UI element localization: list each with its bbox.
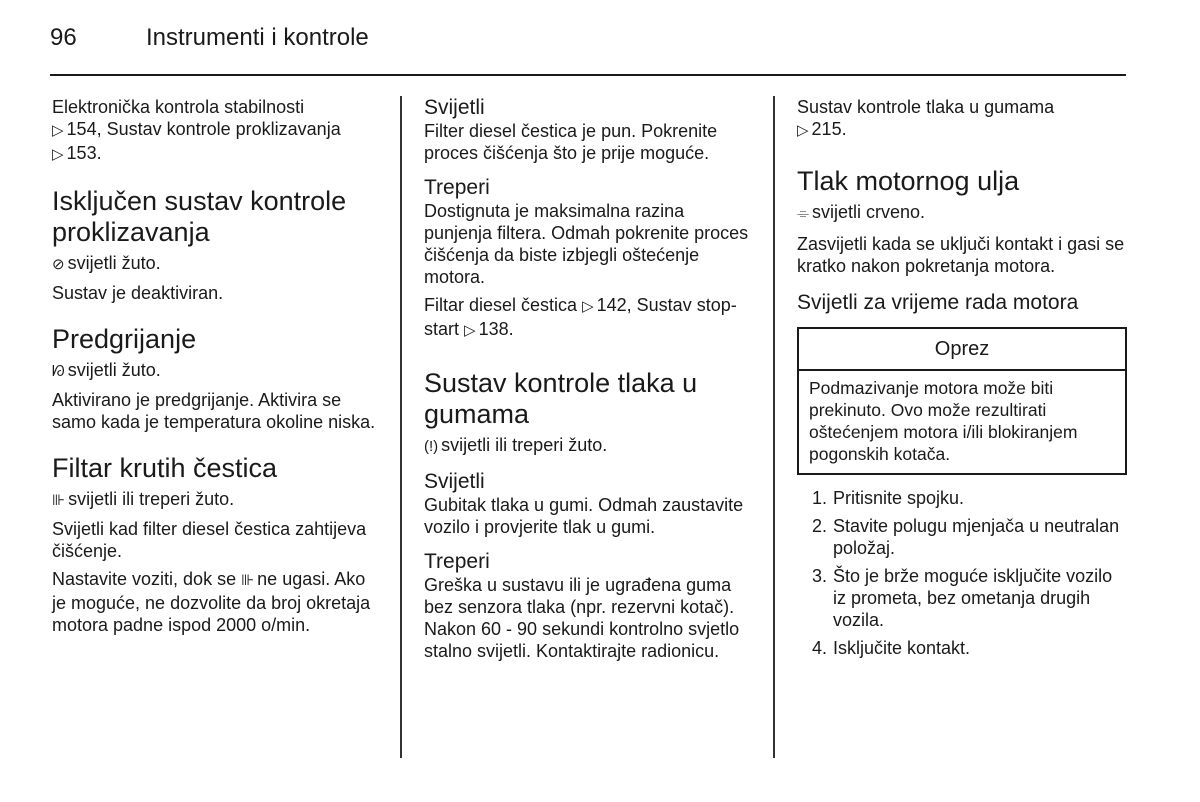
subheading-flashing: Treperi bbox=[424, 176, 490, 199]
step-text: Isključite kontakt. bbox=[833, 638, 971, 658]
step-number: 2. bbox=[811, 516, 827, 536]
steps-list bbox=[797, 487, 1127, 659]
section-title-tire-pressure: Sustav kontrole tlaka u gumama bbox=[424, 368, 698, 429]
list-item bbox=[797, 565, 1127, 631]
paragraph-text: Nastavite voziti, dok se bbox=[52, 569, 237, 589]
particle-filter-icon: ⊪ bbox=[241, 572, 255, 589]
paragraph bbox=[52, 568, 382, 636]
reference-text: 142, Sustav stop-start bbox=[424, 295, 737, 339]
subheading-on-while-running: Svijetli za vrijeme rada motora bbox=[797, 291, 1079, 314]
reference-text: Filtar diesel čestica bbox=[424, 295, 578, 315]
reference-arrow-icon: ▷ bbox=[52, 146, 64, 163]
caution-body: Podmazivanje motora može biti prekinuto. Ovo može rezultirati oštećenjem motora i/ili blokiranjem pogonskih kotača. bbox=[809, 378, 1078, 464]
header-rule bbox=[50, 74, 1126, 76]
column-3 bbox=[797, 96, 1127, 665]
indicator-line bbox=[797, 201, 1127, 225]
particle-filter-icon: ⊪ bbox=[52, 492, 66, 509]
paragraph: Aktivirano je predgrijanje. Aktivira se samo kada je temperatura okoline niska. bbox=[52, 390, 376, 432]
intro-line: Sustav kontrole tlaka u gumama bbox=[797, 97, 1055, 117]
indicator-line bbox=[52, 488, 382, 512]
step-text: Što je brže moguće isključite vozilo iz prometa, bez ometanja drugih vozila. bbox=[833, 566, 1113, 630]
paragraph: Filter diesel čestica je pun. Pokrenite proces čišćenja što je prije moguće. bbox=[424, 121, 718, 163]
step-text: Pritisnite spojku. bbox=[833, 488, 965, 508]
step-number: 3. bbox=[811, 566, 827, 586]
reference-arrow-icon: ▷ bbox=[52, 122, 64, 139]
reference-arrow-icon: ▷ bbox=[797, 122, 809, 139]
page-header bbox=[50, 24, 369, 52]
paragraph-text: ne ugasi. Ako je moguće, ne dozvolite da broj okretaja motora padne ispod 2000 o/min. bbox=[52, 569, 371, 635]
indicator-text: svijetli ili treperi žuto. bbox=[68, 489, 235, 509]
reference-text: 138. bbox=[478, 319, 514, 339]
indicator-line bbox=[52, 359, 382, 383]
paragraph: Dostignuta je maksimalna razina punjenja filtera. Odmah pokrenite proces čišćenja da biste izbjegli oštećenje motora. bbox=[424, 201, 749, 287]
section-title-preheating: Predgrijanje bbox=[52, 324, 197, 354]
column-divider-2 bbox=[773, 96, 775, 758]
section-title-traction-off: Isključen sustav kontrole proklizavanja bbox=[52, 186, 347, 247]
column-divider-1 bbox=[400, 96, 402, 758]
intro-line: 215. bbox=[811, 119, 847, 139]
paragraph: Zasvijetli kada se uključi kontakt i gasi se kratko nakon pokretanja motora. bbox=[797, 234, 1125, 276]
intro-line: 153. bbox=[66, 143, 102, 163]
column-1 bbox=[52, 96, 382, 636]
indicator-text: svijetli žuto. bbox=[67, 253, 161, 273]
indicator-line bbox=[52, 252, 382, 276]
reference-paragraph bbox=[424, 294, 754, 342]
page-number: 96 bbox=[50, 24, 77, 51]
section-title-particle-filter: Filtar krutih čestica bbox=[52, 453, 278, 483]
step-text: Stavite polugu mjenjača u neutralan položaj. bbox=[833, 516, 1120, 558]
subheading-on: Svijetli bbox=[424, 96, 485, 119]
reference-arrow-icon: ▷ bbox=[464, 322, 476, 339]
indicator-text: svijetli ili treperi žuto. bbox=[441, 435, 608, 455]
indicator-text: svijetli žuto. bbox=[67, 360, 161, 380]
oil-can-icon: ⌯ bbox=[797, 205, 810, 222]
indicator-line bbox=[424, 434, 754, 458]
paragraph: Greška u sustavu ili je ugrađena guma bez senzora tlaka (npr. rezervni kotač). Nakon 60 - 90 sekundi kontrolno svjetlo stalno svijetli. Kontaktirajte radionicu. bbox=[424, 575, 740, 661]
reference-arrow-icon: ▷ bbox=[582, 298, 594, 315]
intro-paragraph bbox=[52, 96, 382, 166]
caution-box bbox=[797, 327, 1127, 475]
paragraph: Svijetli kad filter diesel čestica zahtijeva čišćenje. bbox=[52, 519, 367, 561]
list-item bbox=[797, 487, 1127, 509]
intro-line: Elektronička kontrola stabilnosti bbox=[52, 97, 305, 117]
list-item bbox=[797, 515, 1127, 559]
traction-control-off-icon: ⊘ bbox=[52, 256, 65, 273]
step-number: 4. bbox=[811, 638, 827, 658]
caution-title: Oprez bbox=[799, 329, 1125, 371]
list-item bbox=[797, 637, 1127, 659]
section-title-oil-pressure: Tlak motornog ulja bbox=[797, 166, 1020, 196]
column-2 bbox=[424, 96, 754, 662]
subheading-on: Svijetli bbox=[424, 470, 485, 493]
intro-paragraph bbox=[797, 96, 1127, 142]
preheating-coil-icon: ᘗ bbox=[52, 363, 65, 380]
subheading-flashing: Treperi bbox=[424, 550, 490, 573]
paragraph: Gubitak tlaka u gumi. Odmah zaustavite vozilo i provjerite tlak u gumi. bbox=[424, 495, 744, 537]
intro-line: 154, Sustav kontrole proklizavanja bbox=[66, 119, 341, 139]
indicator-text: svijetli crveno. bbox=[812, 202, 926, 222]
tire-pressure-warning-icon: (!) bbox=[424, 438, 439, 455]
step-number: 1. bbox=[811, 488, 827, 508]
paragraph: Sustav je deaktiviran. bbox=[52, 283, 224, 303]
page-title: Instrumenti i kontrole bbox=[146, 24, 369, 51]
